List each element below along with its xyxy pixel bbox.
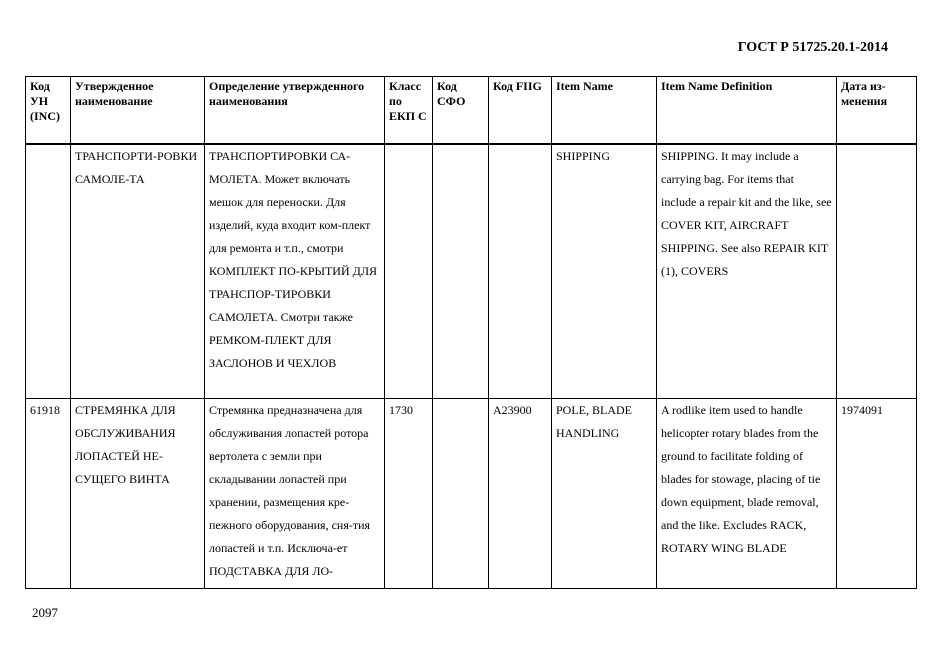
header-approved-name: Утвержденное наименование [71, 77, 205, 145]
cell-sfo [433, 398, 489, 588]
cell-inc [26, 144, 71, 398]
cell-change-date [837, 144, 917, 398]
cell-inc: 61918 [26, 398, 71, 588]
cell-sfo [433, 144, 489, 398]
cell-class: 1730 [385, 398, 433, 588]
nomenclature-table [25, 76, 917, 589]
cell-class [385, 144, 433, 398]
cell-fiig: A23900 [489, 398, 552, 588]
cell-definition: ТРАНСПОРТИРОВКИ СА-МОЛЕТА. Может включать мешок для переноски. Для изделий, куда входит ком-плект для ремонта и т.п., смотри КОМПЛЕКТ ПО-КРЫТИЙ ДЛЯ ТРАНСПОР-ТИРОВКИ САМОЛЕТА. Смотри также РЕМКОМ-ПЛЕКТ ДЛЯ ЗАСЛОНОВ И ЧЕХЛОВ [205, 144, 385, 398]
table-row [26, 144, 917, 398]
header-class: Класс по ЕКП С [385, 77, 433, 145]
table-header-row [26, 77, 917, 145]
header-item-name: Item Name [552, 77, 657, 145]
cell-item-name: SHIPPING [552, 144, 657, 398]
document-standard-number: ГОСТ Р 51725.20.1-2014 [737, 40, 888, 55]
cell-approved-name: СТРЕМЯНКА ДЛЯ ОБСЛУЖИВАНИЯ ЛОПАСТЕЙ НЕ-СУЩЕГО ВИНТА [71, 398, 205, 588]
cell-change-date: 1974091 [837, 398, 917, 588]
header-change-date: Дата из-менения [837, 77, 917, 145]
header-fiig: Код FIIG [489, 77, 552, 145]
cell-definition: Стремянка предназначена для обслуживания лопастей ротора вертолета с земли при складывании лопастей при хранении, размещения кре-пежного оборудования, сня-тия лопастей и т.п. Исключа-ет ПОДСТАВКА ДЛЯ ЛО- [205, 398, 385, 588]
header-sfo: Код СФО [433, 77, 489, 145]
cell-fiig [489, 144, 552, 398]
cell-item-name-definition: A rodlike item used to handle helicopter rotary blades from the ground to facilitate folding of blades for stowage, placing of tie down equipment, blade removal, and the like. Excludes RACK, ROTARY WING BLADE [657, 398, 837, 588]
cell-item-name-definition: SHIPPING. It may include a carrying bag. For items that include a repair kit and the like, see COVER KIT, AIRCRAFT SHIPPING. See also REPAIR KIT (1), COVERS [657, 144, 837, 398]
header-inc: Код УН (INC) [26, 77, 71, 145]
cell-item-name: POLE, BLADE HANDLING [552, 398, 657, 588]
cell-approved-name: ТРАНСПОРТИ-РОВКИ САМОЛЕ-ТА [71, 144, 205, 398]
page-number: 2097 [32, 605, 58, 620]
table-row [26, 398, 917, 588]
header-item-name-definition: Item Name Definition [657, 77, 837, 145]
header-definition: Определение утвержденного наименования [205, 77, 385, 145]
